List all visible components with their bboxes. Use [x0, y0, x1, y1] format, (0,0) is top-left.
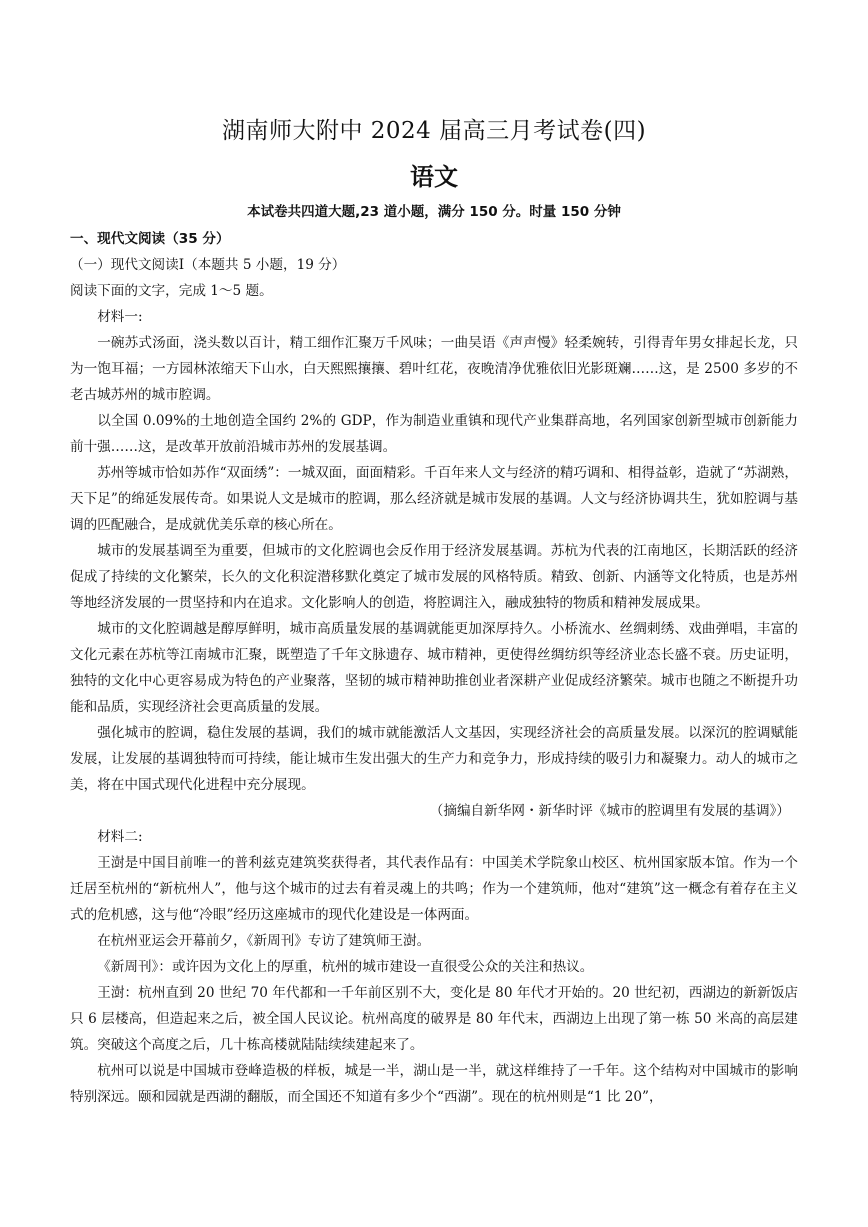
- material2-paragraph: 王澍是中国目前唯一的普利兹克建筑奖获得者，其代表作品有：中国美术学院象山校区、杭州国家版本馆。作为一个迁居至杭州的“新杭州人”，他与这个城市的过去有着灵魂上的共鸣；作为一个建筑师，他对“建筑”这一概念有着存在主义式的危机感，这与他“冷眼”经历这座城市的现代化建设是一体两面。: [70, 855, 798, 923]
- material1-paragraph: 以全国 0.09%的土地创造全国约 2%的 GDP，作为制造业重镇和现代产业集群高地，名列国家创新型城市创新能力前十强……这，是改革开放前沿城市苏州的发展基调。: [70, 413, 798, 455]
- material2-paragraph: 在杭州亚运会开幕前夕，《新周刊》专访了建筑师王澍。: [97, 933, 431, 949]
- material2-paragraph: 杭州可以说是中国城市登峰造极的样板，城是一半，湖山是一半，就这样维持了一千年。这个结构对中国城市的影响特别深远。颐和园就是西湖的翻版，而全国还不知道有多少个“西湖”。现在的杭州则是“1 比 20”，: [70, 1063, 798, 1105]
- material1-paragraph: 一碗苏式汤面，浇头数以百计，精工细作汇聚万千风味；一曲吴语《声声慢》轻柔婉转，引得青年男女排起长龙，只为一饱耳福；一方园林浓缩天下山水，白天熙熙攘攘、碧叶红花，夜晚清净优雅依旧光影斑斓……这，是 2500 多岁的不老古城苏州的城市腔调。: [70, 335, 798, 403]
- subject-title: 语文: [410, 162, 458, 191]
- material1-paragraph: 城市的文化腔调越是醇厚鲜明，城市高质量发展的基调就能更加深厚持久。小桥流水、丝绸刺绣、戏曲弹唱，丰富的文化元素在苏杭等江南城市汇聚，既塑造了千年文脉遗存、城市精神，更使得丝绸纺织等经济业态长盛不衰。历史证明，独特的文化中心更容易成为特色的产业聚落，坚韧的城市精神助推创业者深耕产业促成经济繁荣。城市也随之不断提升功能和品质，实现经济社会更高质量的发展。: [70, 621, 798, 715]
- material1-paragraph: 城市的发展基调至为重要，但城市的文化腔调也会反作用于经济发展基调。苏杭为代表的江南地区，长期活跃的经济促成了持续的文化繁荣，长久的文化积淀潜移默化奠定了城市发展的风格特质。精致、创新、内涵等文化特质，也是苏州等地经济发展的一贯坚持和内在追求。文化影响人的创造，将腔调注入，融成独特的物质和精神发展成果。: [70, 543, 798, 611]
- section-heading: 一、现代文阅读（35 分）: [70, 231, 230, 247]
- exam-title: 湖南师大附中 2024 届高三月考试卷(四): [221, 118, 647, 144]
- exam-content: [70, 226, 798, 1110]
- material1-source: （摘编自新华网・新华时评《城市的腔调里有发展的基调》）: [429, 803, 790, 819]
- material1-paragraph: 苏州等城市恰如苏作“双面绣”：一城双面，面面精彩。千百年来人文与经济的精巧调和、相得益彰，造就了“苏湖熟，天下足”的绵延发展传奇。如果说人文是城市的腔调，那么经济就是城市发展的基调。人文与经济协调共生，犹如腔调与基调的匹配融合，是成就优美乐章的核心所在。: [70, 465, 798, 533]
- material2-label: 材料二:: [97, 829, 143, 845]
- part-heading: （一）现代文阅读Ⅰ（本题共 5 小题，19 分）: [70, 257, 346, 273]
- material1-paragraph: 强化城市的腔调，稳住发展的基调，我们的城市就能激活人文基因，实现经济社会的高质量发展。以深沉的腔调赋能发展，让发展的基调独特而可持续，能让城市生发出强大的生产力和竞争力，形成持续的吸引力和凝聚力。动人的城市之美，将在中国式现代化进程中充分展现。: [70, 725, 798, 793]
- material1-label: 材料一:: [97, 309, 143, 325]
- material2-paragraph: 王澍：杭州直到 20 世纪 70 年代都和一千年前区别不大，变化是 80 年代才开始的。20 世纪初，西湖边的新新饭店只 6 层楼高，但造起来之后，被全国人民议论。杭州高度的破界是 80 年代末，西湖边上出现了第一栋 50 米高的高层建筑。突破这个高度之后，几十栋高楼就陆陆续续建起来了。: [70, 985, 798, 1053]
- exam-note: 本试卷共四道大题,23 道小题，满分 150 分。时量 150 分钟: [247, 204, 621, 220]
- material2-paragraph: 《新周刊》：或许因为文化上的厚重，杭州的城市建设一直很受公众的关注和热议。: [97, 959, 594, 975]
- instruction: 阅读下面的文字，完成 1～5 题。: [70, 283, 273, 299]
